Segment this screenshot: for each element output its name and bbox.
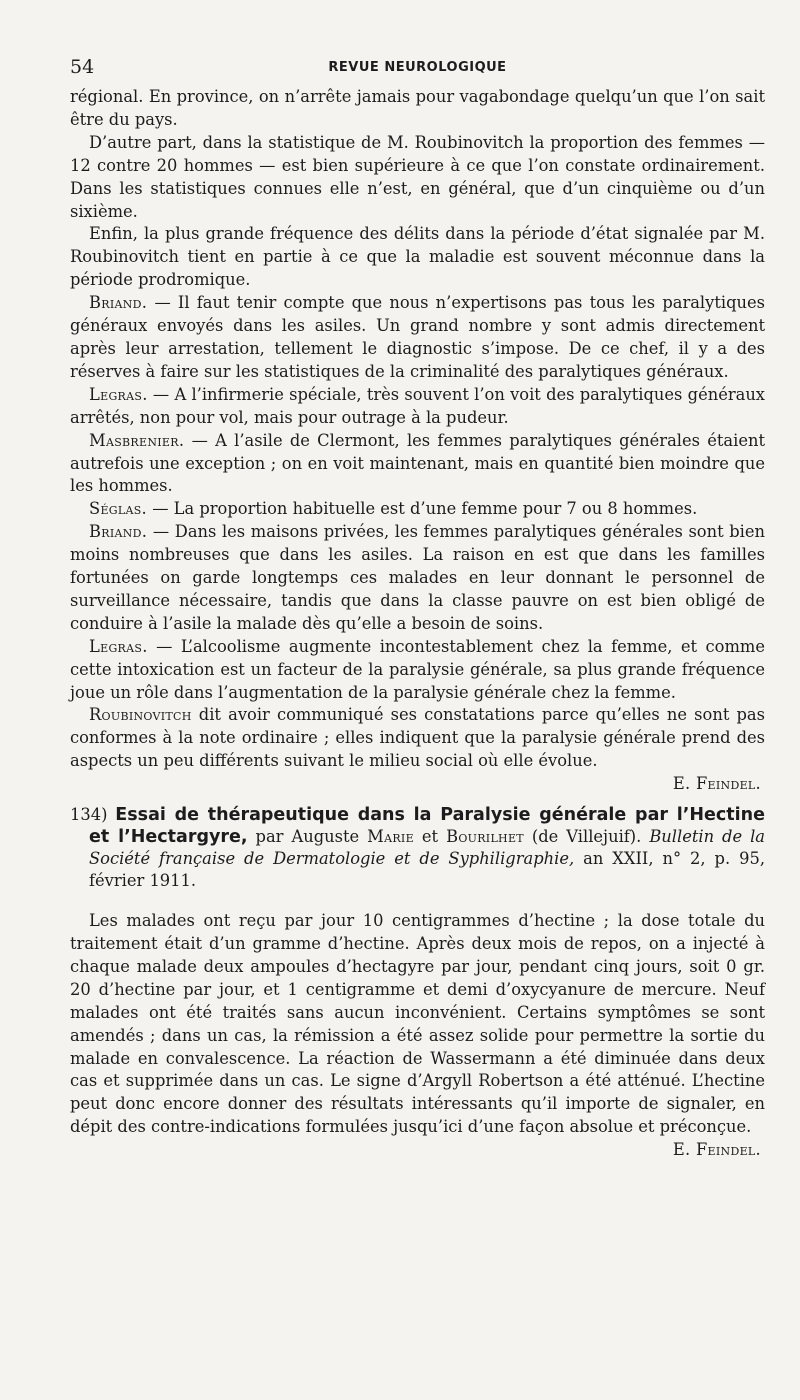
- journal-title: REVUE NEUROLOGIQUE: [328, 60, 507, 75]
- speaker-name: Roubinovitch: [89, 705, 192, 725]
- speaker-name: Masbrenier.: [89, 430, 185, 450]
- speaker-text: — Dans les maisons privées, les femmes paralytiques générales sont bien moins nombreuses que dans les asiles. La raison en est que dans les familles fortunées on garde longtemps ces malades en leur donnant le personnel de surveillance nécessaire, tandis que dans la classe pauvre on est bien obligé de conduire à l’asile la malade dès qu’elle a besoin de soins.: [70, 522, 765, 633]
- page: [70, 56, 765, 1162]
- entry-body: [70, 910, 765, 1160]
- paragraph: [70, 636, 765, 705]
- signature: E. Feindel.: [672, 774, 761, 794]
- signature: E. Feindel.: [672, 1140, 761, 1160]
- paragraph: [70, 498, 765, 521]
- entry-author: Marie: [367, 827, 414, 847]
- speaker-name: Séglas.: [89, 499, 148, 519]
- paragraph: [70, 292, 765, 384]
- speaker-text: — La proportion habituelle est d’une femme pour 7 ou 8 hommes.: [147, 499, 698, 519]
- speaker-text: — A l’asile de Clermont, les femmes paralytiques générales étaient autrefois une exception ; on en voit maintenant, mais en quantité bien moindre que les hommes.: [70, 430, 765, 496]
- paragraph: [70, 384, 765, 430]
- speaker-name: Legras.: [89, 636, 148, 656]
- speaker-name: Legras.: [89, 384, 148, 404]
- paragraph: régional. En province, on n’arrête jamais pour vagabondage quelqu’un que l’on sait être du pays.: [70, 87, 765, 129]
- page-number: 54: [70, 56, 95, 78]
- entry-body-text: Les malades ont reçu par jour 10 centigrammes d’hectine ; la dose totale du traitement était d’un gramme d’hectine. Après deux mois de repos, on a injecté à chaque malade deux ampoules d’hectagyre par jour, pendant cinq jours, soit 0 gr. 20 d’hectine par jour, et 1 centigramme et demi d’oxycyanure de mercure. Neuf malades ont été traités sans aucun inconvénient. Certains symptômes se sont amendés ; dans un cas, la rémission a été assez solide pour permettre la sortie du malade en convalescence. La réaction de Wassermann a été diminuée dans deux cas et supprimée dans un cas. Le signe d’Argyll Robertson a été atténué. L’hectine peut donc encore donner des résultats intéressants qu’il importe de signaler, en dépit des contre-indications formulées jusqu’ici d’une façon absolue et préconçue.: [70, 911, 765, 1137]
- speaker-name: Briand.: [89, 293, 148, 313]
- entry-number: 134): [70, 805, 108, 825]
- speaker-text: — A l’infirmerie spéciale, très souvent l’on voit des paralytiques généraux arrêtés, non pour vol, mais pour outrage à la pudeur.: [70, 384, 765, 427]
- entry-author: Bourilhet: [446, 827, 524, 847]
- entry-citation: an XXII, n° 2, p. 95, février 1911.: [89, 849, 765, 891]
- entry-journal: Bulletin de la Société française de Dermatologie et de Syphiligraphie,: [89, 827, 766, 869]
- paragraph: D’autre part, dans la statistique de M. Roubinovitch la proportion des femmes — 12 contre 20 hommes — est bien supérieure à ce que l’on constate ordinairement. Dans les statistiques connues elle n’est, en général, que d’un cinquième ou d’un sixième.: [70, 132, 765, 221]
- speaker-text: — L’alcoolisme augmente incontestablement chez la femme, et comme cette intoxication est un facteur de la paralysie générale, sa plus grande fréquence joue un rôle dans l’augmentation de la paralysie générale chez la femme.: [70, 636, 765, 702]
- paragraph: [70, 521, 765, 636]
- speaker-name: Briand.: [89, 522, 148, 542]
- running-head: [70, 56, 765, 86]
- entry-authors-prefix: par Auguste: [247, 827, 368, 847]
- paragraph: [70, 704, 765, 773]
- speaker-text: — Il faut tenir compte que nous n’expertisons pas tous les paralytiques généraux envoyés dans les asiles. Un grand nombre y sont admis directement après leur arrestation, tellement le diagnostic s’impose. De ce chef, il y a des réserves à faire sur les statistiques de la criminalité des paralytiques généraux.: [70, 293, 765, 381]
- paragraph: [70, 430, 765, 499]
- entry-and: et: [413, 827, 447, 847]
- speaker-text: dit avoir communiqué ses constatations parce qu’elles ne sont pas conformes à la note ordinaire ; elles indiquent que la paralysie générale prend des aspects un peu différents suivant le milieu social où elle évolue.: [70, 705, 765, 771]
- bibliography-entry: [70, 804, 765, 892]
- entry-affiliation: (de Villejuif).: [523, 827, 650, 847]
- entry-title: Essai de thérapeutique dans la Paralysie générale par l’Hectine et l’Hectargyre,: [89, 805, 765, 848]
- paragraph: Enfin, la plus grande fréquence des délits dans la période d’état signalée par M. Roubinovitch tient en partie à ce que la maladie est souvent méconnue dans la période prodromique.: [70, 224, 765, 290]
